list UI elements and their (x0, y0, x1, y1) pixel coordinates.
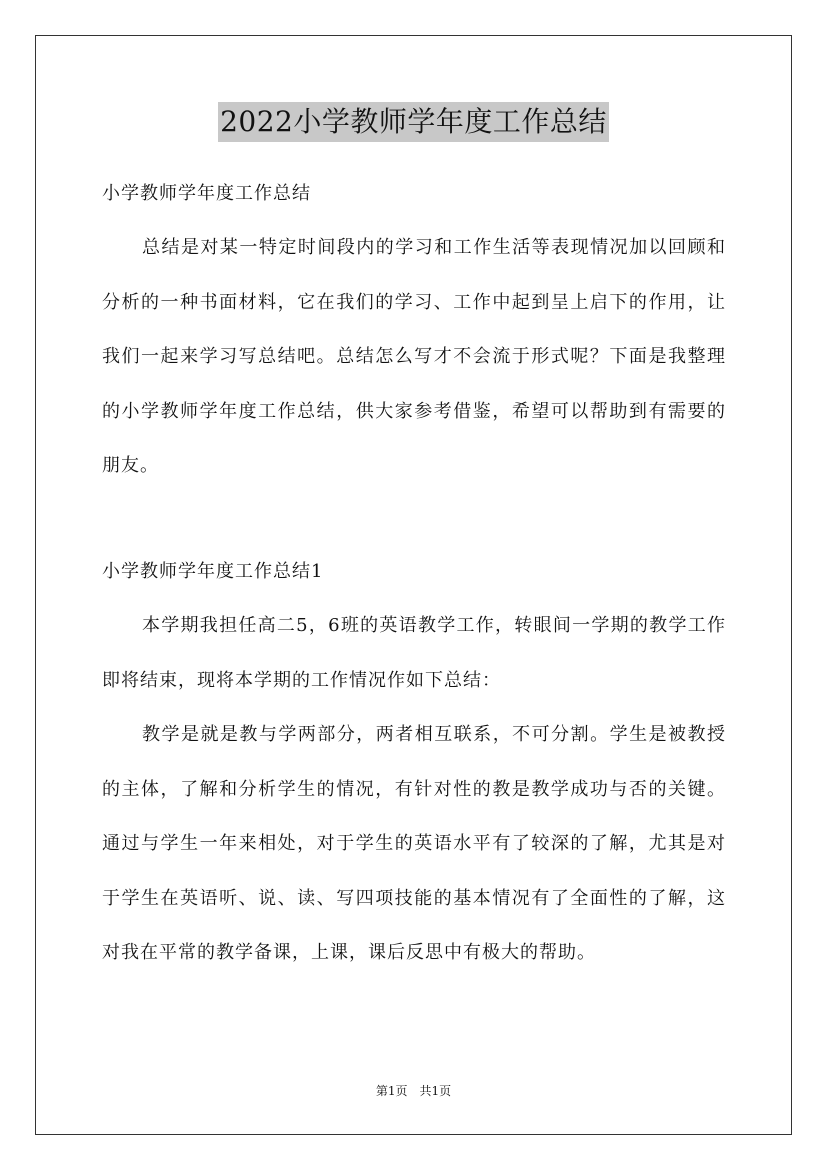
page-number-footer: 第1页 共1页 (375, 1084, 452, 1098)
body-paragraph-1: 本学期我担任高二5，6班的英语教学工作，转眼间一学期的教学工作即将结束，现将本学期的工作情况作如下总结： (102, 615, 726, 691)
body-paragraph-2: 教学是就是教与学两部分，两者相互联系，不可分割。学生是被教授的主体，了解和分析学生的情况，有针对性的教是教学成功与否的关键。通过与学生一年来相处，对于学生的英语水平有了较深的了解，尤其是对于学生在英语听、说、读、写四项技能的基本情况有了全面性的了解，这对我在平常的教学备课，上课，课后反思中有极大的帮助。 (102, 724, 726, 963)
section-heading-intro: 小学教师学年度工作总结 (102, 183, 311, 204)
title-container (0, 102, 827, 142)
document-title: 2022小学教师学年度工作总结 (218, 102, 609, 142)
section-heading-1: 小学教师学年度工作总结1 (102, 561, 324, 582)
intro-paragraph: 总结是对某一特定时间段内的学习和工作生活等表现情况加以回顾和分析的一种书面材料，它在我们的学习、工作中起到呈上启下的作用，让我们一起来学习写总结吧。总结怎么写才不会流于形式呢？下面是我整理的小学教师学年度工作总结，供大家参考借鉴，希望可以帮助到有需要的朋友。 (102, 237, 726, 476)
